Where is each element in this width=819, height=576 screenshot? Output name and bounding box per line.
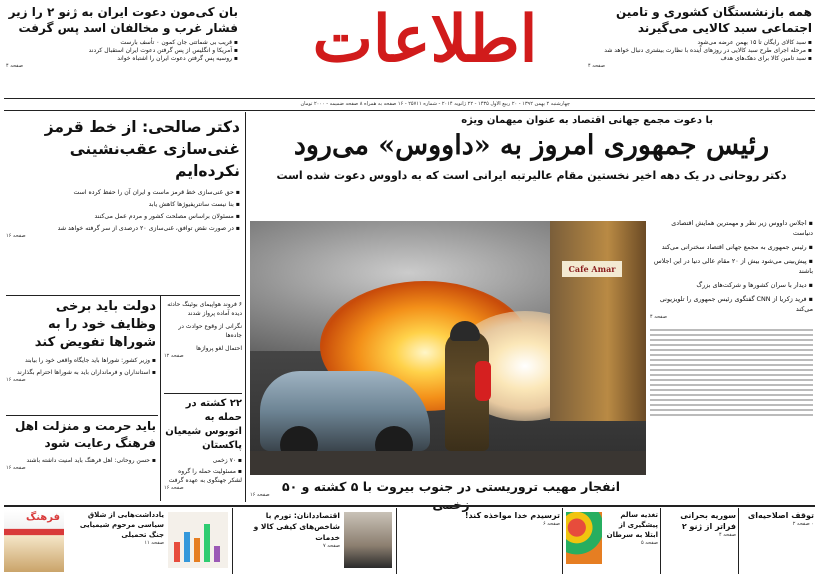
divider xyxy=(164,393,242,394)
strip-item[interactable] xyxy=(742,510,814,572)
mid-item: نگرانی از وقوع حوادث در جاده‌ها xyxy=(178,323,242,339)
lead-headline: رئیس جمهوری امروز به «داووس» می‌رود xyxy=(293,130,770,161)
divider xyxy=(4,98,815,99)
mid-box-item: ▪ مسئولیت حمله را گروه لشکر جهنگوی به عهده گرفت xyxy=(164,467,242,485)
left-story-2 xyxy=(6,298,156,384)
divider xyxy=(6,415,158,416)
strip-page: صفحه ۴ xyxy=(719,532,736,538)
strip-page: صفحه ۷ xyxy=(323,543,340,549)
teaser-top-left-bullet: ▪ قریب بی شماتتی جان کمون ۰ تأسف بارست xyxy=(6,39,238,47)
strip-headline: توقف اصلاحیه‌ای xyxy=(747,511,814,520)
strip-item[interactable] xyxy=(236,510,340,572)
divider xyxy=(396,508,397,574)
divider xyxy=(4,110,815,111)
left-headline: دکتر صالحی: از خط قرمز غنی‌سازی عقب‌نشینی نکرده‌ایم xyxy=(44,118,240,180)
divider xyxy=(245,112,246,502)
strip-page: ۰ صفحه ۲ xyxy=(792,521,814,527)
lead-body-text xyxy=(650,329,813,416)
lead-subhead: دکتر روحانی در یک دهه اخیر نخستین مقام عالیرتبه ایرانی است که به داووس دعوت شده است xyxy=(276,169,787,182)
divider xyxy=(562,508,563,574)
mid-box-page: صفحه ۱۶ xyxy=(164,485,184,491)
lead-kicker: با دعوت مجمع جهانی اقتصاد به عنوان میهمان ویژه xyxy=(461,115,713,126)
strip-item[interactable] xyxy=(604,510,658,572)
strip-magazine-title: فرهنگ xyxy=(25,512,60,523)
masthead-title: اطلاعات xyxy=(312,2,538,77)
left-bullet: ▪ حق غنی‌سازی خط قرمز ماست و ایران آن را حفظ کرده است xyxy=(6,188,240,197)
mid-box xyxy=(164,397,242,492)
divider xyxy=(232,508,233,574)
strip-item[interactable] xyxy=(68,510,164,572)
left-bullet-3: ▪ حسن روحانی: اهل فرهنگ باید امنیت داشته باشند xyxy=(6,456,156,465)
left-bullet: ▪ مسئولان براساس مصلحت کشور و مردم عمل می‌کنند xyxy=(6,212,240,221)
strip-chart-thumb xyxy=(168,512,228,568)
strip-portrait xyxy=(344,512,392,568)
fire-extinguisher xyxy=(475,361,491,401)
mid-column xyxy=(164,300,242,360)
ground xyxy=(250,451,646,475)
teaser-top-left-headline: بان کی‌مون دعوت ایران به ژنو ۲ را زیر فشار غرب و مخالفان اسد پس گرفت xyxy=(8,5,238,35)
mid-box-item: ▪ ۷۰ زخمی xyxy=(164,456,242,465)
strip-magazine-thumb xyxy=(4,510,64,572)
divider xyxy=(160,296,161,501)
teaser-top-left-bullet: ▪ آمریکا و انگلیس از پس گرفتن دعوت ایران استقبال کردند xyxy=(6,47,238,55)
left-bullet: ▪ در صورت نقض توافق، غنی‌سازی ۲۰ درصدی از سر گرفته خواهد شد xyxy=(6,224,240,233)
strip-page: صفحه ۱۱ xyxy=(144,540,164,546)
divider xyxy=(660,508,661,574)
left-headline-3: باید حرمت و منزلت اهل فرهنگ رعایت شود xyxy=(14,419,156,450)
mid-item: ۶ فروند هواپیمای بوئینگ حادثه دیده آماده پرواز شدند xyxy=(167,301,242,317)
mid-box-headline: ۲۲ کشته در حمله به اتوبوس شیعیان پاکستان xyxy=(165,398,242,451)
strip-item[interactable] xyxy=(664,510,736,572)
lead-story xyxy=(250,114,813,184)
lead-bullet: ▪ فرید زکریا از CNN گفتگوی رئیس جمهوری را تلویزیونی می‌کند xyxy=(650,294,813,314)
lead-bullet: ▪ دیدار با سران کشورها و شرکت‌های بزرگ xyxy=(650,280,813,290)
left-story-3 xyxy=(6,418,156,472)
building xyxy=(550,221,646,421)
lead-photo xyxy=(250,221,646,475)
strip-headline: یادداشت‌هایی از شلاق سیاسی مرحوم شیمیایی جنگ تحمیلی xyxy=(79,511,164,539)
left-page-2: صفحه ۱۶ xyxy=(6,377,26,383)
strip-headline: تغذیه سالم پیشگیری از ابتلا به سرطان xyxy=(606,511,658,539)
left-bullet: ▪ بنا نیست سانتریفیوژها کاهش یابد xyxy=(6,200,240,209)
teaser-top-right-bullet: ▪ سبد تامین کالا برای دهک‌های هدف xyxy=(588,55,812,63)
strip-headline: ترسیدم خدا مواخذه کند! xyxy=(464,511,560,520)
divider xyxy=(4,505,815,507)
teaser-top-left xyxy=(6,4,238,70)
left-story xyxy=(6,116,240,240)
shop-sign: Cafe Amar xyxy=(562,261,622,277)
teaser-top-right-page: صفحه ۴ xyxy=(588,63,605,69)
left-headline-2: دولت باید برخی وظایف خود را به شوراها تفویض کند xyxy=(34,299,156,350)
lead-page: صفحه ۴ xyxy=(650,314,667,320)
teaser-top-left-bullet: ▪ روسیه پس گرفتن دعوت ایران را اشتباه خواند xyxy=(6,55,238,63)
teaser-top-right-headline: همه بازنشستگان کشوری و تامین اجتماعی سبد کالایی می‌گیرند xyxy=(615,5,812,35)
mid-item: احتمال لغو پروازها xyxy=(196,345,242,352)
teaser-top-right-bullet: ▪ مرحله اجرای طرح سبد کالایی در روزهای آینده با نظارت بیشتری دنبال خواهد شد xyxy=(588,47,812,55)
left-page: صفحه ۱۶ xyxy=(6,233,26,239)
strip-headline: اقتصاددانان: تورم با شاخص‌های کیفی کالا و خدمات xyxy=(253,511,340,542)
strip-item[interactable] xyxy=(400,510,560,572)
lead-bullet: ▪ پیش‌بینی می‌شود بیش از ۲۰ مقام عالی دنیا در این اجلاس باشند xyxy=(650,256,813,276)
lead-bullet: ▪ رئیس جمهوری به مجمع جهانی اقتصاد سخنرانی می‌کند xyxy=(650,242,813,252)
divider xyxy=(6,295,240,296)
dateline: چهارشنبه ۲ بهمن ۱۳۹۲ - ۲۰ ربیع الاول ۱۴۳۵ - ۲۲ ژانویه ۲۰۱۴ - شماره ۲۵۷۱۱ - ۱۶ صفحه به همراه ۸ صفحه ضمیمه - ۲۰۰۰ تومان xyxy=(300,101,570,107)
left-bullet-2: ▪ استانداران و فرمانداران باید به شوراها احترام بگذارند xyxy=(6,368,156,377)
teaser-top-left-page: صفحه ۴ xyxy=(6,63,23,69)
teaser-top-right-bullet: ▪ سبد کالای رایگان تا ۱۵ بهمن عرضه می‌شود xyxy=(588,39,812,47)
photo-caption: انفجار مهیب تروریستی در جنوب بیروت با ۵ کشته و ۵۰ xyxy=(281,479,621,494)
strip-page: صفحه ۶ xyxy=(543,521,560,527)
mid-page: صفحه ۱۲ xyxy=(164,353,184,359)
lead-bullets xyxy=(650,218,813,419)
photo-page: صفحه ۱۶ xyxy=(250,492,270,498)
teaser-top-right xyxy=(588,4,812,70)
divider xyxy=(738,508,739,574)
lead-bullet: ▪ اجلاس داووس زیر نظر و مهمترین همایش اقتصادی دنیاست xyxy=(650,218,813,238)
left-bullet-2: ▪ وزیر کشور: شوراها باید جایگاه واقعی خود را بیابند xyxy=(6,356,156,365)
strip-thumb xyxy=(566,512,602,564)
strip-headline: سوریه بحرانی فراتر از ژنو ۲ xyxy=(680,511,736,531)
strip-page: صفحه ۵ xyxy=(641,540,658,546)
left-page-3: صفحه ۱۶ xyxy=(6,465,26,471)
